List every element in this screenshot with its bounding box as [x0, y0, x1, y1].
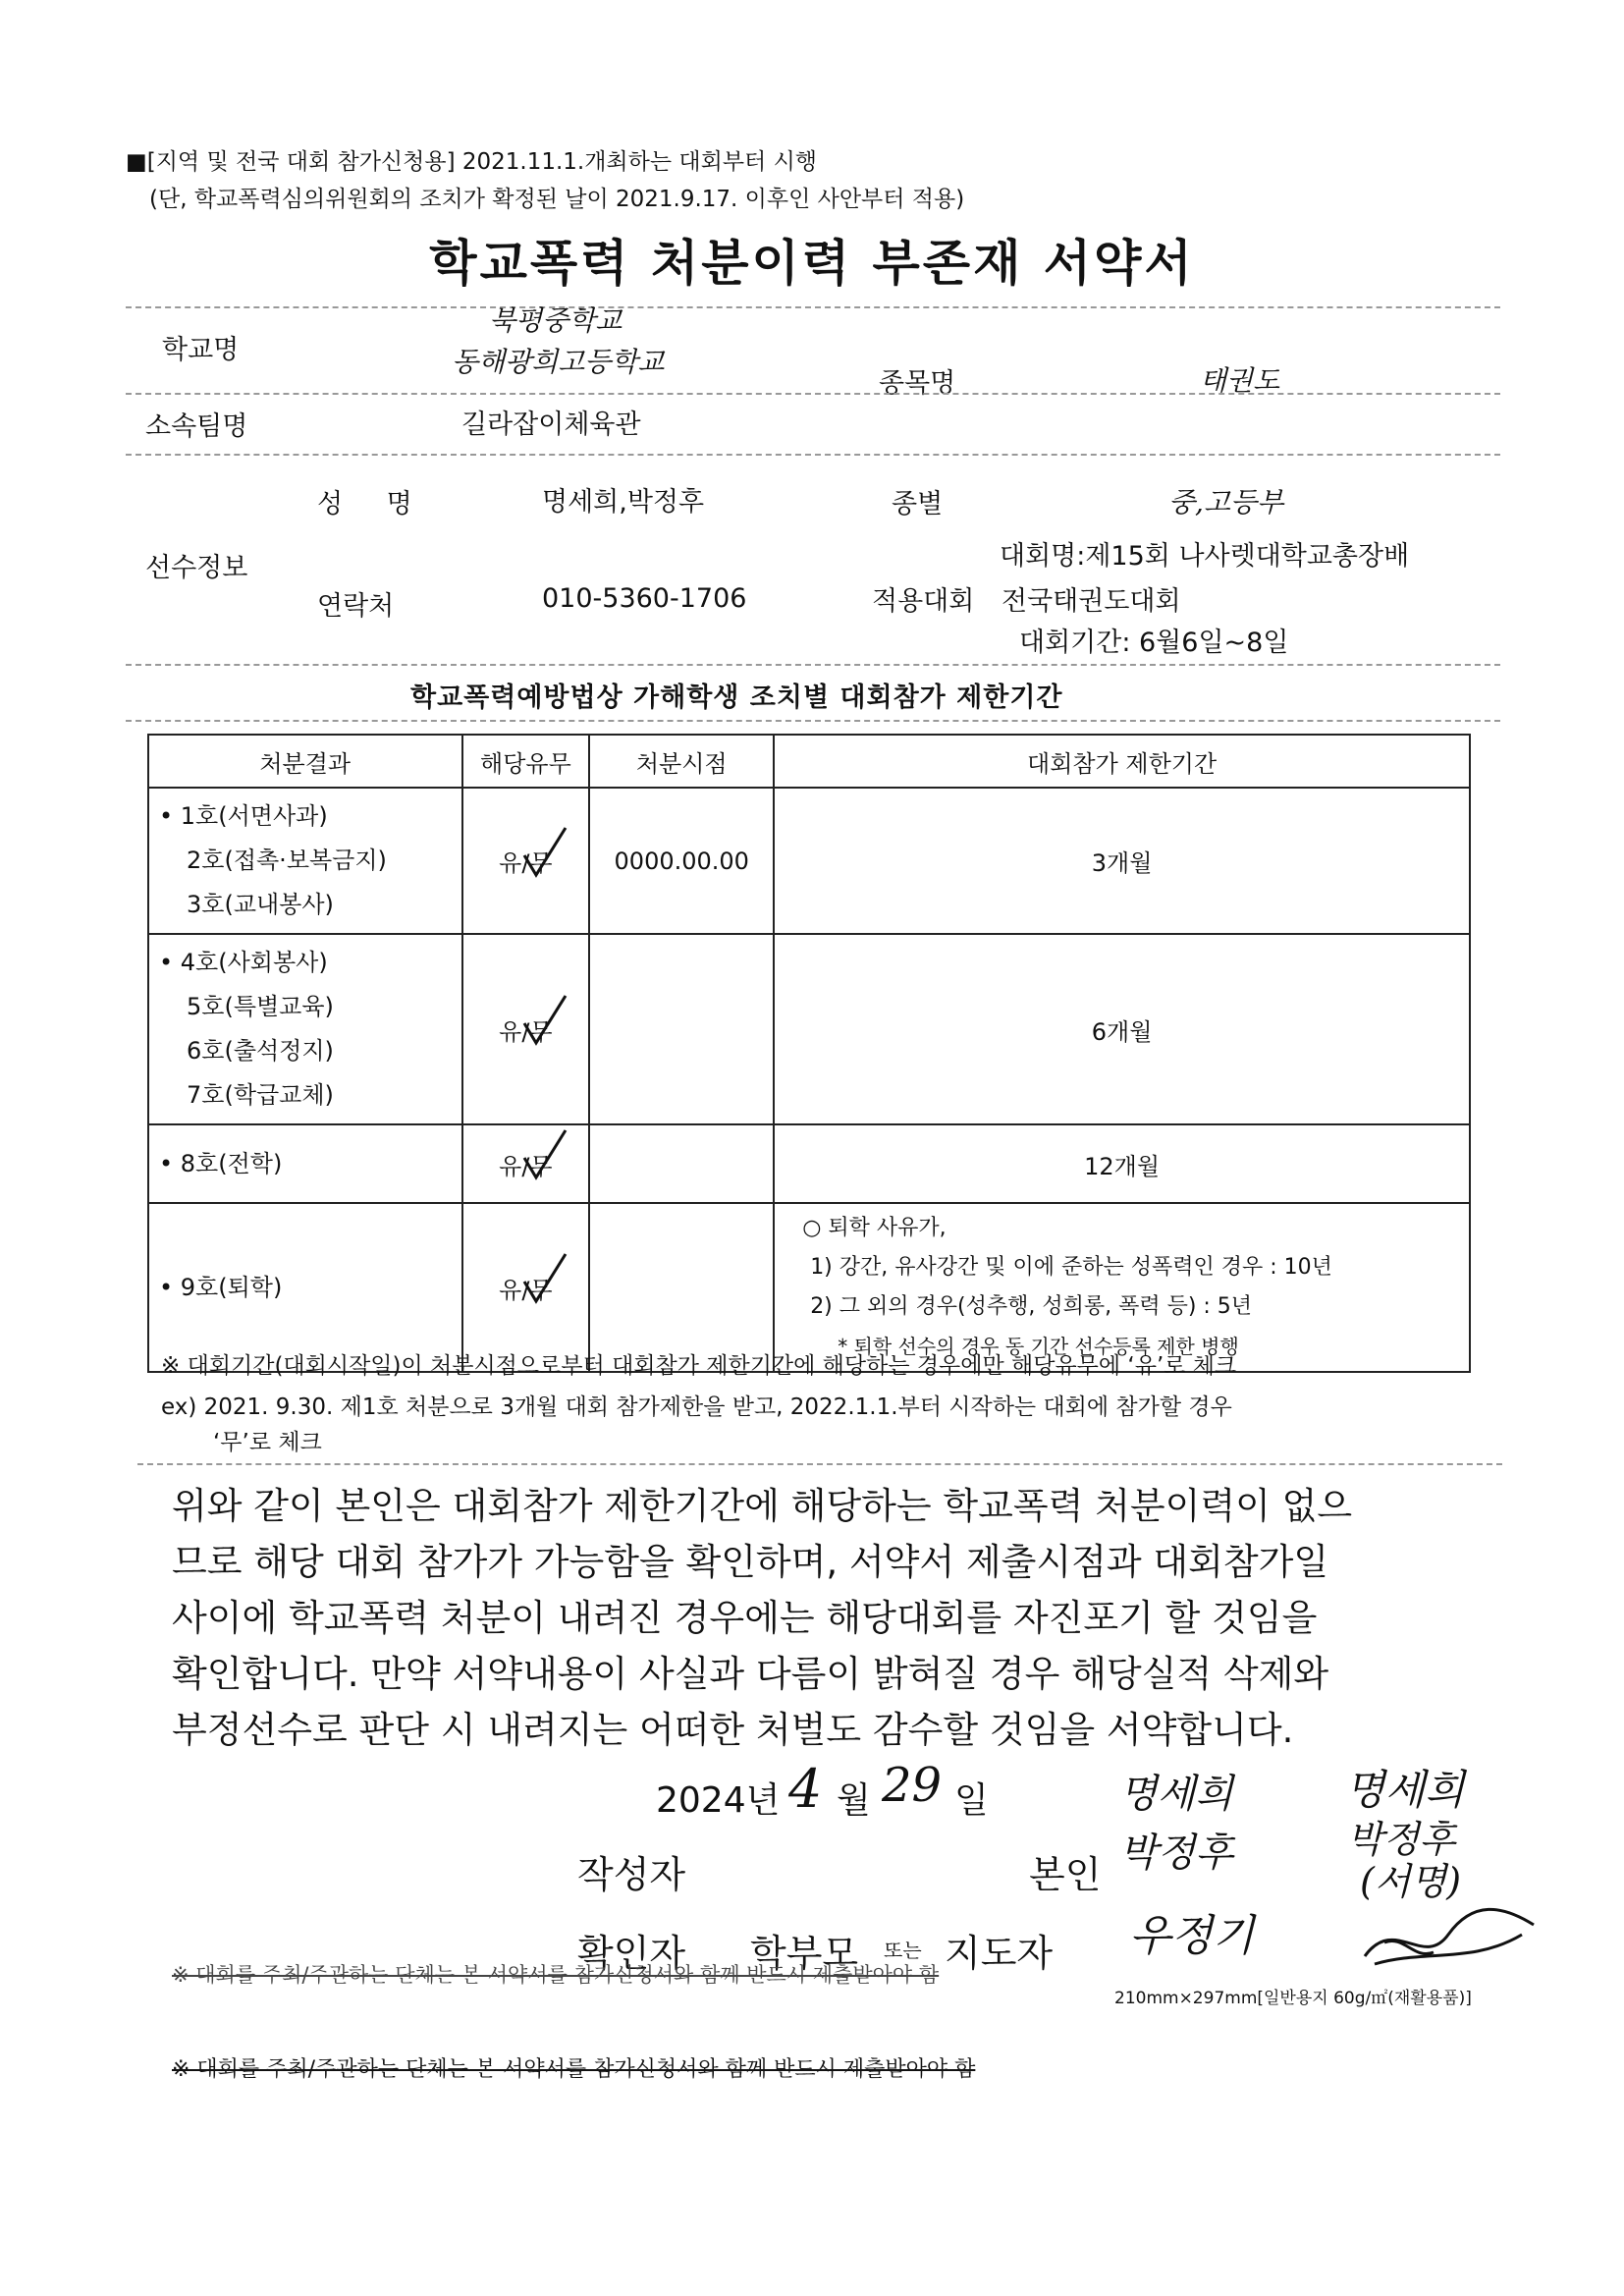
contact-value: 010-5360-1706 — [542, 583, 747, 614]
contact-label: 연락처 — [317, 591, 395, 622]
division-value: 중,고등부 — [1168, 486, 1284, 519]
bottom-note: ※ 대회를 주최/주관하는 단체는 본 서약서를 참가신청서와 함께 반드시 제출받아야 함 — [172, 2057, 976, 2082]
or-label: 또는 — [884, 1939, 922, 1962]
date-day: 29 — [882, 1758, 943, 1813]
table-subtitle: 학교폭력예방법상 가해학생 조치별 대회참가 제한기간 — [410, 683, 1063, 713]
result-cell — [148, 1124, 462, 1203]
status-text: 유/무 — [499, 1152, 553, 1180]
result-item: 2호(접촉·보복금지) — [187, 847, 387, 874]
divider — [126, 454, 1500, 456]
competition-name-2: 전국태권도대회 — [1001, 586, 1181, 617]
status-text: 유/무 — [499, 1017, 553, 1046]
result-cell — [148, 934, 462, 1124]
parent-label: 학부모 — [750, 1932, 859, 1975]
header-limit: 대회참가 제한기간 — [774, 735, 1470, 788]
result-item: • 9호(퇴학) — [159, 1273, 283, 1301]
pledge-line: 확인합니다. 만약 서약내용이 사실과 다름이 밝혀질 경우 해당실적 삭제와 — [172, 1653, 1329, 1695]
status-cell — [462, 788, 590, 934]
competition-label: 적용대회 — [872, 586, 975, 617]
result-cell — [148, 788, 462, 934]
note-1: ※ 대회기간(대회시작일)이 처분시점으로부터 대회참가 제한기간에 해당하는 경우에만 해당유무에 ‘유’로 체크 — [161, 1353, 1237, 1379]
header-line-1: ■[지역 및 전국 대회 참가신청용] 2021.11.1.개최하는 대회부터 시행 — [126, 149, 818, 175]
limit-line: 1) 강간, 유사강간 및 이에 준하는 성폭력인 경우 : 10년 — [810, 1255, 1332, 1280]
header-date: 처분시점 — [589, 735, 774, 788]
limit-cell: 6개월 — [774, 934, 1470, 1124]
divider — [137, 1463, 1502, 1465]
signature-name-1: 명세희 — [1119, 1772, 1233, 1817]
table-row — [148, 1124, 1470, 1203]
division-label: 종별 — [892, 489, 944, 519]
date-cell — [589, 934, 774, 1124]
table-header-row — [148, 735, 1470, 788]
signature-name-4: 박정후 — [1347, 1818, 1456, 1861]
event-value: 태권도 — [1200, 364, 1280, 397]
competition-name: 대회명:제15회 나사렛대학교총장배 — [1000, 541, 1410, 572]
result-item: • 8호(전학) — [159, 1149, 283, 1177]
limit-line: * 퇴학 선수의 경우 동 기간 선수등록 제한 병행 — [838, 1335, 1239, 1358]
table-row — [148, 788, 1470, 934]
school-label: 학교명 — [162, 335, 240, 365]
status-cell — [462, 1124, 590, 1203]
restriction-table — [147, 734, 1471, 1373]
checkmark-icon — [520, 824, 569, 883]
divider — [126, 664, 1500, 666]
paper-spec: 210mm×297mm[일반용지 60g/㎡(재활용품)] — [1114, 1989, 1472, 2008]
coach-label: 지도자 — [945, 1932, 1054, 1975]
date-cell — [589, 1124, 774, 1203]
result-item: • 4호(사회봉사) — [159, 949, 328, 976]
date-month-unit: 월 — [837, 1780, 871, 1821]
result-item: • 1호(서면사과) — [159, 802, 328, 830]
confirmer-label: 확인자 — [577, 1932, 686, 1975]
table-row — [148, 934, 1470, 1124]
checkmark-icon — [520, 1250, 569, 1309]
status-text: 유/무 — [499, 849, 553, 877]
competition-period: 대회기간: 6월6일~8일 — [1019, 628, 1289, 658]
limit-cell: 12개월 — [774, 1124, 1470, 1203]
team-label: 소속팀명 — [145, 411, 248, 442]
divider — [126, 306, 1500, 308]
status-cell — [462, 934, 590, 1124]
date-month: 4 — [788, 1758, 823, 1820]
self-label: 본인 — [1029, 1853, 1102, 1896]
athlete-label: 선수정보 — [145, 553, 248, 583]
event-label: 종목명 — [879, 368, 956, 399]
name-label: 성 명 — [317, 489, 430, 519]
date-year: 2024년 — [656, 1780, 781, 1821]
note-2: ex) 2021. 9.30. 제1호 처분으로 3개월 대회 참가제한을 받고, 2022.1.1.부터 시작하는 대회에 참가할 경우 — [161, 1394, 1232, 1420]
writer-label: 작성자 — [577, 1853, 686, 1896]
status-text: 유/무 — [499, 1276, 553, 1304]
header-status: 해당유무 — [462, 735, 590, 788]
coach-signature-scribble — [1355, 1895, 1542, 1984]
header-result: 처분결과 — [148, 735, 462, 788]
divider — [126, 720, 1500, 722]
team-value: 길라잡이체육관 — [461, 410, 641, 440]
strike-note: ※ 대회를 주최/주관하는 단체는 본 서약서를 참가신청서와 함께 반드시 제출받아야 함 — [172, 1963, 940, 1987]
note-3: ‘무’로 체크 — [213, 1430, 322, 1455]
pledge-line: 위와 같이 본인은 대회참가 제한기간에 해당하는 학교폭력 처분이력이 없으 — [172, 1485, 1353, 1527]
coach-signature: 우정기 — [1129, 1911, 1255, 1961]
result-item: 5호(특별교육) — [187, 993, 334, 1020]
document-title: 학교폭력 처분이력 부존재 서약서 — [429, 235, 1195, 292]
pledge-line: 므로 해당 대회 참가가 가능함을 확인하며, 서약서 제출시점과 대회참가일 — [172, 1541, 1329, 1583]
limit-line: ○ 퇴학 사유가, — [802, 1216, 947, 1240]
name-value: 명세희,박정후 — [542, 487, 705, 518]
result-item: 6호(출석정지) — [187, 1037, 334, 1065]
pledge-line: 사이에 학교폭력 처분이 내려진 경우에는 해당대회를 자진포기 할 것임을 — [172, 1597, 1318, 1639]
checkmark-icon — [520, 1126, 569, 1185]
limit-cell: 3개월 — [774, 788, 1470, 934]
signature-name-2: 명세희 — [1345, 1766, 1465, 1814]
school-value-1: 북평중학교 — [489, 304, 623, 337]
date-day-unit: 일 — [954, 1780, 989, 1821]
result-item: 7호(학급교체) — [187, 1081, 334, 1109]
divider — [126, 393, 1500, 395]
checkmark-icon — [520, 992, 569, 1051]
header-line-2: (단, 학교폭력심의위원회의 조치가 확정된 날이 2021.9.17. 이후인 사안부터 적용) — [149, 187, 965, 212]
limit-line: 2) 그 외의 경우(성추행, 성희롱, 폭력 등) : 5년 — [810, 1294, 1253, 1319]
pledge-line: 부정선수로 판단 시 내려지는 어떠한 처벌도 감수할 것임을 서약합니다. — [172, 1709, 1294, 1751]
date-cell: 0000.00.00 — [589, 788, 774, 934]
sign-mark: (서명) — [1360, 1860, 1462, 1903]
school-value-2: 동해광희고등학교 — [452, 346, 665, 378]
signature-name-3: 박정후 — [1119, 1831, 1233, 1876]
result-item: 3호(교내봉사) — [187, 891, 334, 918]
